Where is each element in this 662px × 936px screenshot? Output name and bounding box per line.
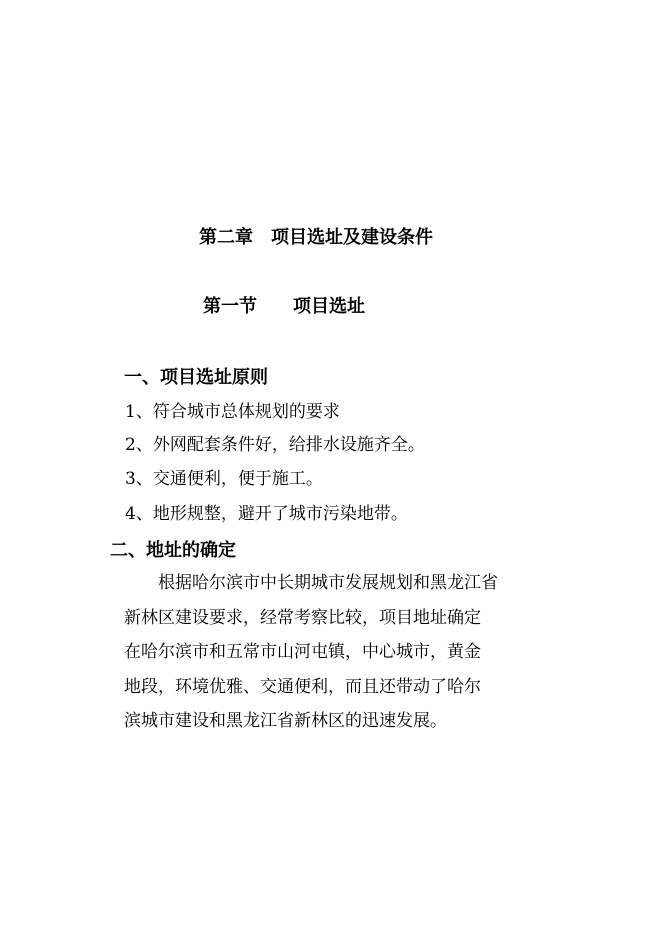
- section-title: 第一节 项目选址: [203, 296, 365, 317]
- paragraph-line: 滨城市建设和黑龙江省新林区的迅速发展。: [124, 711, 447, 731]
- list-item: 2、外网配套条件好，给排水设施齐全。: [125, 435, 425, 455]
- part1-heading: 一、项目选址原则: [124, 367, 268, 388]
- list-item: 3、交通便利，便于施工。: [125, 469, 323, 489]
- paragraph-line: 在哈尔滨市和五常市山河屯镇，中心城市，黄金: [124, 642, 481, 662]
- list-item: 4、地形规整，避开了城市污染地带。: [125, 504, 408, 524]
- paragraph-line: 新林区建设要求，经常考察比较，项目地址确定: [124, 608, 481, 628]
- paragraph-line: 根据哈尔滨市中长期城市发展规划和黑龙江省: [124, 573, 498, 593]
- paragraph-line: 地段，环境优雅、交通便利，而且还带动了哈尔: [124, 677, 481, 697]
- list-item: 1、符合城市总体规划的要求: [125, 402, 340, 422]
- part2-heading: 二、地址的确定: [110, 540, 236, 561]
- chapter-title: 第二章 项目选址及建设条件: [199, 227, 433, 248]
